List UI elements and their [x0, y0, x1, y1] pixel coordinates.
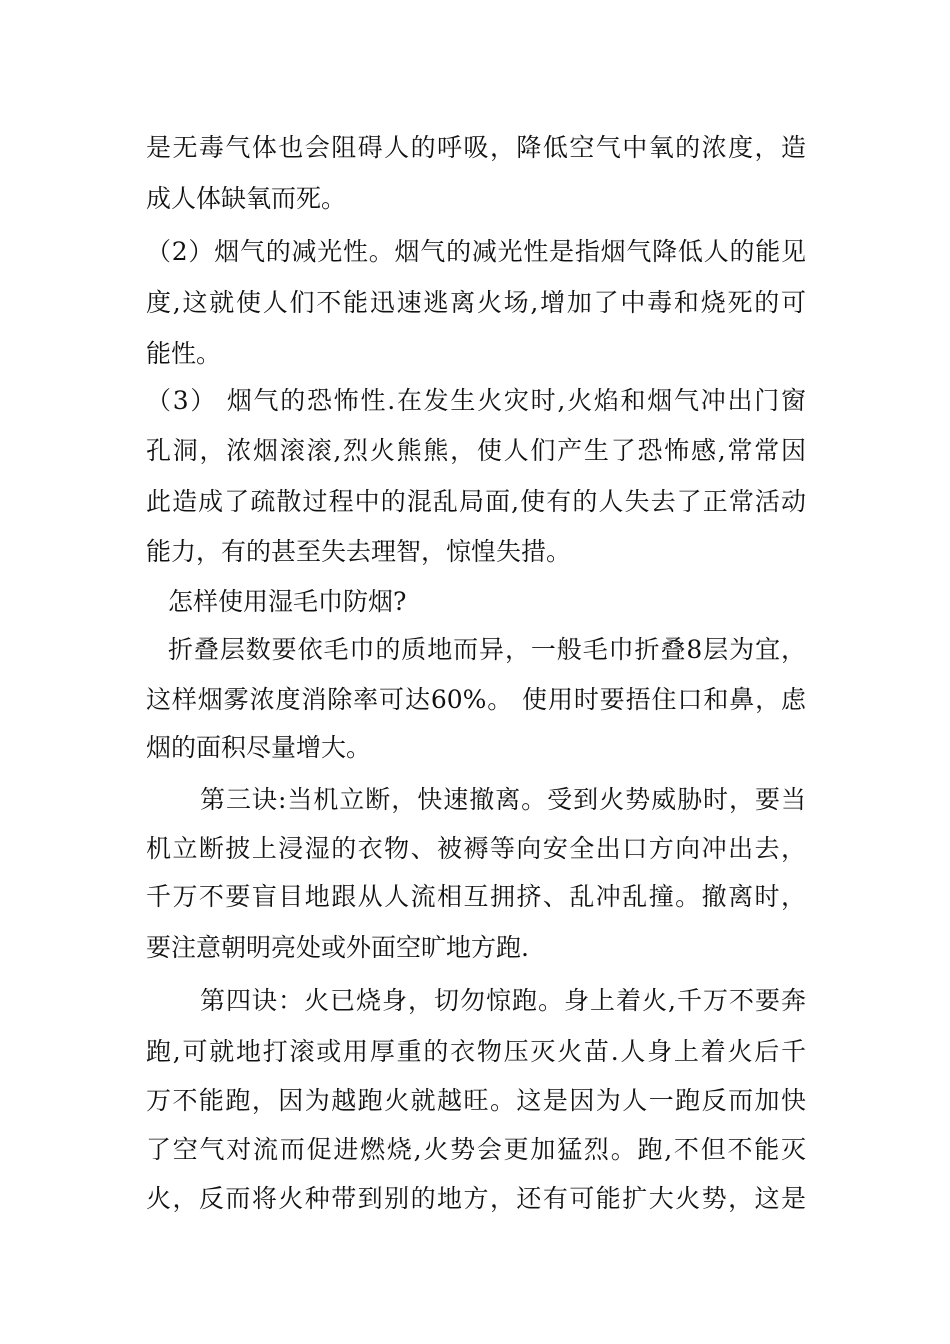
text-line: 千万不要盲目地跟从人流相互拥挤、乱冲乱撞。撤离时， — [146, 882, 806, 911]
text-line: 孔洞，浓烟滚滚,烈火熊熊，使人们产生了恐怖感,常常因 — [146, 436, 806, 465]
text-line: 机立断披上浸湿的衣物、被褥等向安全出口方向冲出去， — [146, 834, 806, 863]
text-line: 折叠层数要依毛巾的质地而异，一般毛巾折叠8层为宜， — [168, 635, 806, 664]
text-line: 要注意朝明亮处或外面空旷地方跑. — [146, 933, 529, 962]
text-line: 成人体缺氧而死。 — [146, 184, 347, 213]
text-line: 烟的面积尽量增大。 — [146, 733, 372, 762]
text-line: 第三诀:当机立断，快速撤离。受到火势威胁时，要当 — [200, 785, 806, 814]
text-line: 此造成了疏散过程中的混乱局面,使有的人失去了正常活动 — [146, 487, 806, 516]
text-line: （2）烟气的减光性。烟气的减光性是指烟气降低人的能见 — [146, 237, 806, 266]
text-line: 第四诀：火已烧身，切勿惊跑。身上着火,千万不要奔 — [200, 986, 806, 1015]
text-line: 能性。 — [146, 339, 222, 368]
section-question: 怎样使用湿毛巾防烟? — [168, 587, 407, 616]
text-line: 这样烟雾浓度消除率可达60%。 使用时要捂住口和鼻，虑 — [146, 685, 806, 714]
text-line: 度,这就使人们不能迅速逃离火场,增加了中毒和烧死的可 — [146, 288, 806, 317]
text-line: 万不能跑，因为越跑火就越旺。这是因为人一跑反而加快 — [146, 1086, 806, 1115]
text-line: 能力，有的甚至失去理智，惊惶失措。 — [146, 537, 572, 566]
text-line: （3） 烟气的恐怖性.在发生火灾时,火焰和烟气冲出门窗 — [146, 386, 806, 415]
text-line: 火，反而将火种带到别的地方，还有可能扩大火势，这是 — [146, 1184, 806, 1213]
text-line: 了空气对流而促进燃烧,火势会更加猛烈。跑,不但不能灭 — [146, 1135, 806, 1164]
text-line: 是无毒气体也会阻碍人的呼吸，降低空气中氧的浓度，造 — [146, 133, 806, 162]
text-line: 跑,可就地打滚或用厚重的衣物压灭火苗.人身上着火后千 — [146, 1037, 806, 1066]
